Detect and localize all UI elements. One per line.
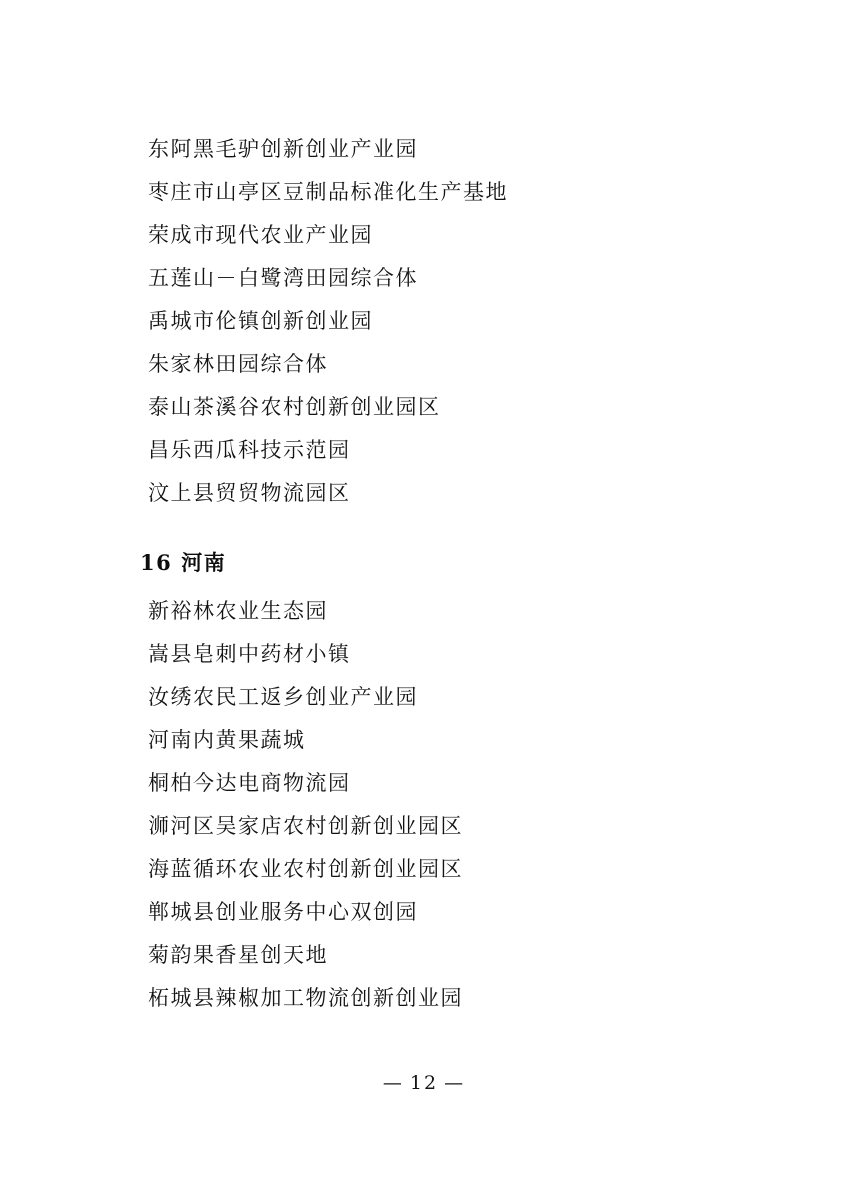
list-item: 汝绣农民工返乡创业产业园 [148,685,418,709]
footer-dash-left: — [382,1072,404,1094]
list-item: 柘城县辣椒加工物流创新创业园 [148,986,463,1010]
section-number: 16 [140,550,173,575]
list-item: 新裕林农业生态园 [148,599,328,623]
list-item: 昌乐西瓜科技示范园 [148,438,351,462]
page-content [140,128,748,1020]
list-item: 海蓝循环农业农村创新创业园区 [148,857,463,881]
list-item: 五莲山－白鹭湾田园综合体 [148,266,418,290]
list-item: 东阿黑毛驴创新创业产业园 [148,137,418,161]
list-item: 泰山茶溪谷农村创新创业园区 [148,395,441,419]
list-item: 郸城县创业服务中心双创园 [148,900,418,924]
list-item: 嵩县皂刺中药材小镇 [148,642,351,666]
section-heading [140,541,748,584]
list-item: 朱家林田园综合体 [148,352,328,376]
list-item: 荣成市现代农业产业园 [148,223,373,247]
page-footer [0,1072,848,1094]
list-item: 枣庄市山亭区豆制品标准化生产基地 [148,180,508,204]
section-name: 河南 [181,550,227,575]
list-item: 禹城市伦镇创新创业园 [148,309,373,333]
section-list [148,590,748,1020]
list-item: 菊韵果香星创天地 [148,943,328,967]
list-item: 汶上县贸贸物流园区 [148,481,351,505]
list-item: 浉河区吴家店农村创新创业园区 [148,814,463,838]
list-item: 桐柏今达电商物流园 [148,771,351,795]
page-number: 12 [409,1072,439,1094]
list-item: 河南内黄果蔬城 [148,728,306,752]
footer-dash-right: — [444,1072,466,1094]
top-list [148,128,748,515]
